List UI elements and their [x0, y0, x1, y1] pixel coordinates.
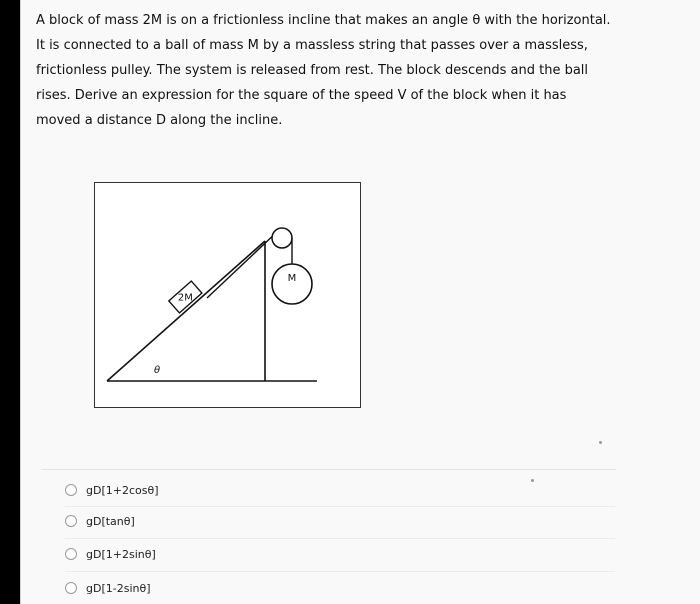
stray-dot: [599, 441, 602, 444]
string-along-incline: [207, 231, 278, 298]
block-2m: [169, 281, 204, 314]
answer-option[interactable]: [65, 512, 135, 530]
option-divider: [65, 506, 615, 507]
question-line: rises. Derive an expression for the square of the speed V of the block when it has: [36, 88, 567, 103]
answer-option-label: gD[tanθ]: [86, 514, 135, 528]
option-divider: [65, 538, 615, 539]
question-line: moved a distance D along the incline.: [36, 113, 283, 128]
ball-label: M: [287, 273, 297, 284]
question-line: A block of mass 2M is on a frictionless incline that makes an angle θ with the horizontal.: [36, 13, 611, 28]
question-line: frictionless pulley. The system is released from rest. The block descends and the ball: [36, 63, 589, 78]
ball: [272, 264, 312, 304]
answer-option-label: gD[1+2sinθ]: [86, 547, 156, 561]
incline-surface: [107, 241, 265, 381]
question-text: [36, 8, 656, 133]
stray-dot: [531, 479, 534, 482]
answer-option[interactable]: [65, 579, 151, 597]
option-divider: [65, 571, 615, 572]
answer-option-label: gD[1-2sinθ]: [86, 581, 151, 595]
block-label: 2M: [177, 292, 193, 304]
radio-button[interactable]: [65, 548, 77, 560]
radio-button[interactable]: [65, 515, 77, 527]
options-divider: [41, 469, 616, 470]
question-panel: [20, 0, 700, 604]
answer-option[interactable]: [65, 545, 156, 563]
answer-option-label: gD[1+2cosθ]: [86, 483, 159, 497]
angle-label: θ: [153, 365, 161, 376]
radio-button[interactable]: [65, 484, 77, 496]
radio-button[interactable]: [65, 582, 77, 594]
answer-option[interactable]: [65, 481, 159, 499]
pulley: [272, 228, 292, 248]
incline-pulley-figure: [94, 182, 361, 408]
incline-diagram: [95, 183, 360, 407]
question-line: It is connected to a ball of mass M by a massless string that passes over a massless,: [36, 38, 588, 53]
